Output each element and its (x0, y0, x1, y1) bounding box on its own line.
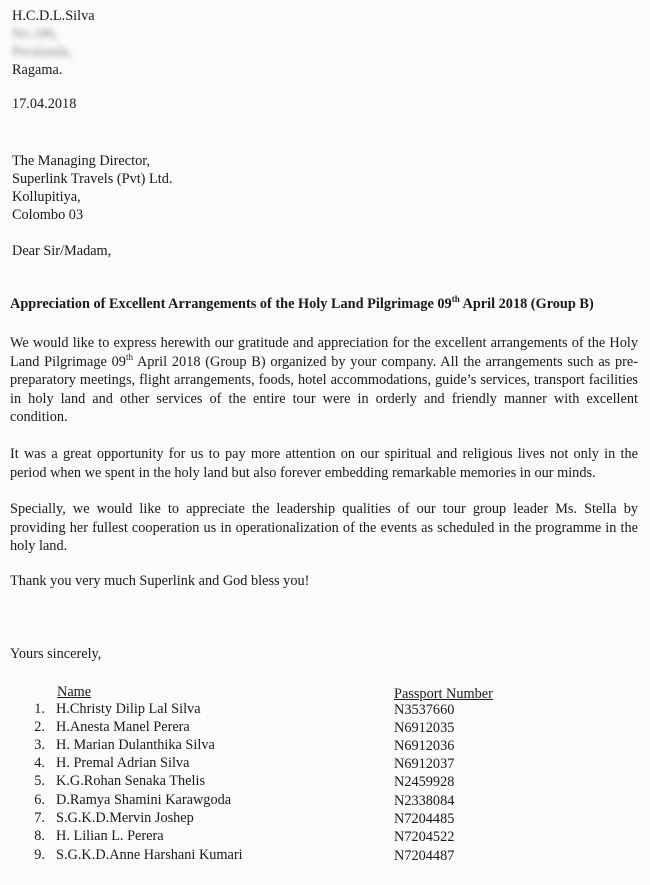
passport-number: N6912035 (394, 720, 455, 736)
passport-number: N6912037 (394, 756, 455, 772)
table-row (0, 718, 650, 736)
paragraph-3: Specially, we would like to appreciate the leadership qualities of our tour group leader Ms. Stella by providing her fullest cooperation us in operationalization of the events as scheduled in the programme in the holy land. (10, 501, 638, 554)
subject-text-after: April 2018 (Group B) (459, 296, 594, 312)
paragraph-1-superscript: th (125, 351, 133, 362)
attendee-name: S.G.K.D.Anne Harshani Kumari (56, 847, 243, 863)
table-row (0, 754, 650, 772)
table-row (0, 809, 650, 827)
row-number: 1. (34, 701, 45, 717)
attendee-name: H.Christy Dilip Lal Silva (56, 701, 201, 717)
table-row (0, 772, 650, 790)
subject-text-before: Appreciation of Excellent Arrangements of the Holy Land Pilgrimage 09 (10, 296, 452, 312)
table-row (0, 700, 650, 718)
table-row (0, 827, 650, 845)
recipient-company: Superlink Travels (Pvt) Ltd. (12, 171, 173, 187)
passport-number: N7204522 (394, 829, 455, 845)
row-number: 7. (34, 810, 45, 826)
passport-number: N6912036 (394, 738, 455, 754)
attendee-name: H.Anesta Manel Perera (56, 719, 190, 735)
attendee-name: H. Marian Dulanthika Silva (56, 737, 215, 753)
name-column-header: Name (57, 684, 92, 700)
row-number: 2. (34, 719, 45, 735)
attendee-name: S.G.K.D.Mervin Joshep (56, 810, 194, 826)
recipient-title: The Managing Director, (12, 153, 150, 169)
salutation: Dear Sir/Madam, (12, 243, 112, 259)
table-row (0, 791, 650, 809)
recipient-city: Colombo 03 (12, 207, 84, 223)
sign-off: Yours sincerely, (10, 646, 102, 662)
row-number: 3. (34, 737, 45, 753)
attendee-name: H. Lilian L. Perera (56, 828, 164, 844)
passport-number: N3537660 (394, 702, 455, 718)
row-number: 4. (34, 755, 45, 771)
passport-number: N7204485 (394, 811, 455, 827)
attendee-name: H. Premal Adrian Silva (56, 755, 190, 771)
attendee-name: D.Ramya Shamini Karawgoda (56, 792, 232, 808)
letter-date: 17.04.2018 (12, 96, 77, 112)
paragraph-1-before: We would like to express herewith our gratitude and appreciation for the excellent arrangements of the Holy Land Pilgrimage 09 (10, 335, 638, 370)
passport-number: N2338084 (394, 793, 455, 809)
table-row (0, 736, 650, 754)
paragraph-1-after: April 2018 (Group B) organized by your company. All the arrangements such as pre-preparatory meetings, flight arrangements, foods, hotel accommodations, guide’s services, transport facilities in holy land and other services of the entire tour were in orderly and friendly manner with excellent condition. (10, 353, 639, 425)
closing-thanks: Thank you very much Superlink and God bless you! (10, 573, 310, 589)
recipient-area: Kollupitiya, (12, 189, 81, 205)
table-row (0, 846, 650, 864)
subject-line (10, 295, 640, 313)
passport-number: N2459928 (394, 774, 455, 790)
row-number: 9. (34, 847, 45, 863)
sender-name: H.C.D.L.Silva (12, 8, 95, 24)
sender-address-line2: Peralanda, (12, 44, 72, 60)
paragraph-1 (10, 334, 638, 427)
row-number: 8. (34, 828, 45, 844)
sender-city: Ragama. (12, 62, 63, 78)
paragraph-2: It was a great opportunity for us to pay more attention on our spiritual and religious lives not only in the period when we spent in the holy land but also forever embedding remarkable memories in our minds. (10, 446, 638, 481)
subject-superscript: th (451, 294, 460, 305)
attendee-name: K.G.Rohan Senaka Thelis (56, 773, 206, 789)
sender-address-line1: No.186, (12, 26, 59, 42)
row-number: 6. (34, 792, 45, 808)
row-number: 5. (34, 773, 45, 789)
passport-column-header: Passport Number (394, 686, 493, 702)
passport-number: N7204487 (394, 848, 455, 864)
